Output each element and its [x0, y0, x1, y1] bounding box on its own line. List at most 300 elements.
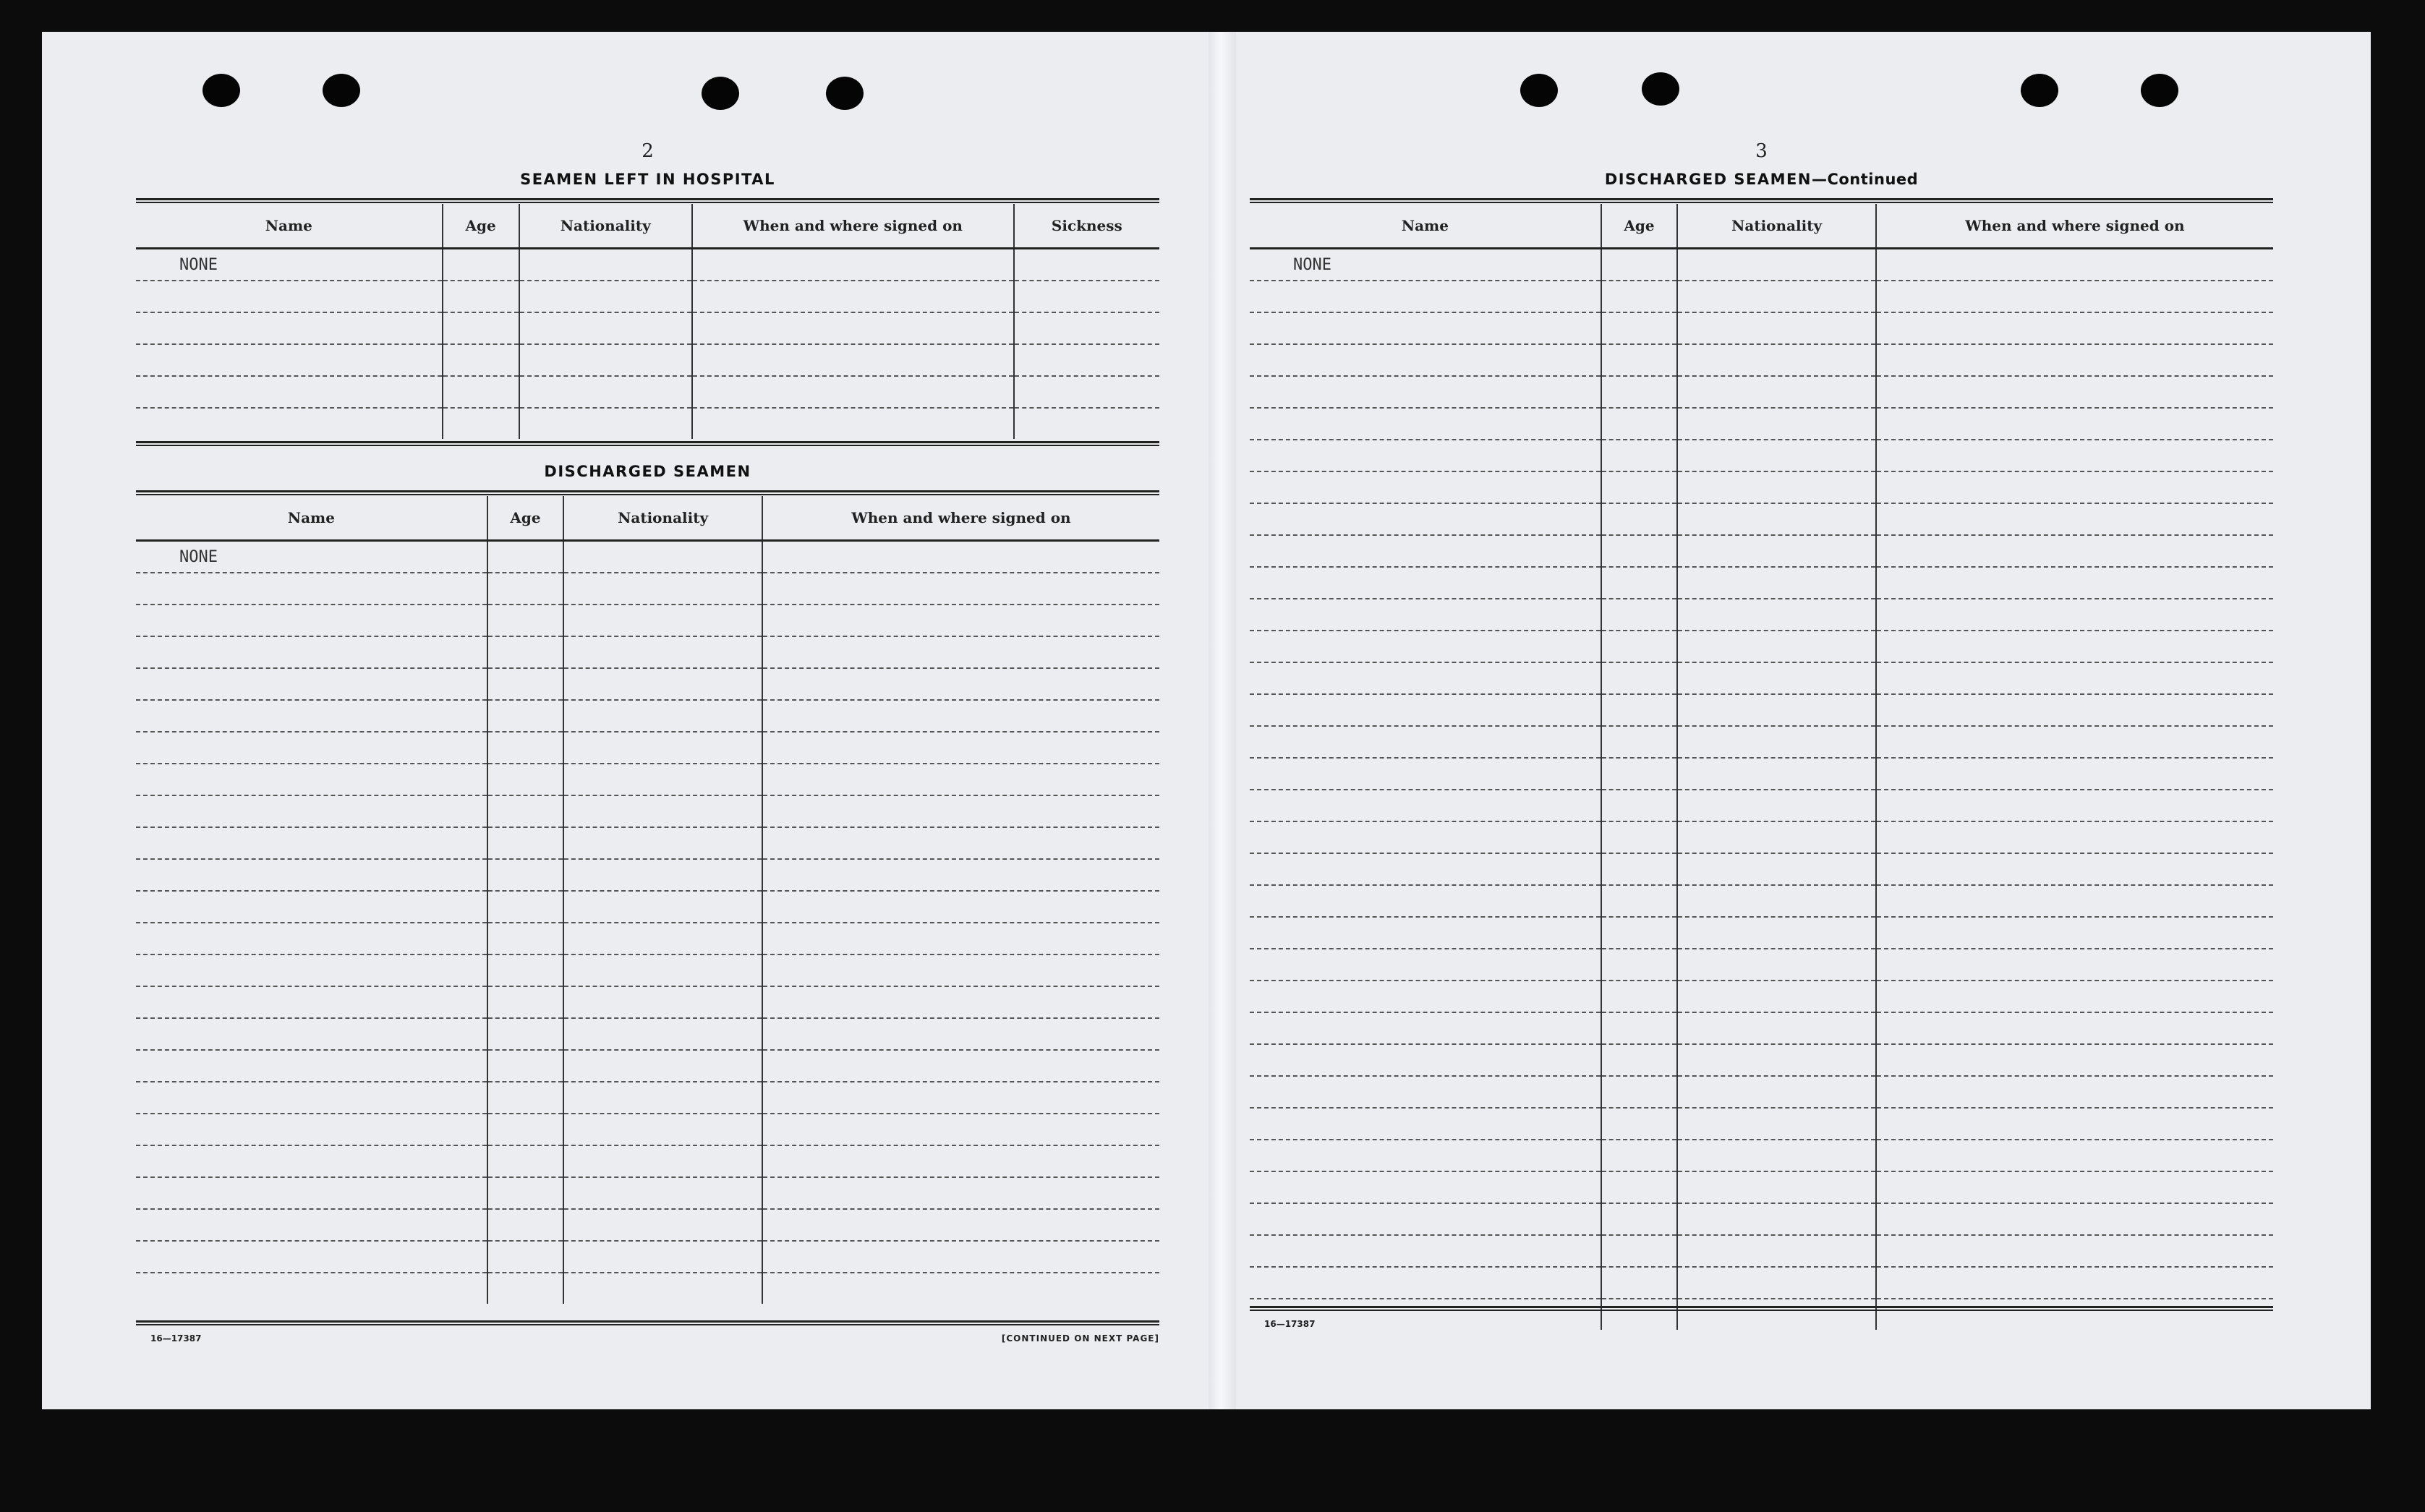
- table-cell: [1601, 503, 1678, 535]
- entry-none: NONE: [136, 249, 443, 281]
- table-row: [136, 764, 1159, 795]
- column-header-signed-on: When and where signed on: [762, 496, 1159, 541]
- table-cell: [1876, 376, 2273, 408]
- table-row: [136, 1082, 1159, 1114]
- table-cell: [487, 636, 564, 668]
- discharged-section-title: DISCHARGED SEAMEN: [544, 463, 751, 480]
- table-cell: [1601, 1108, 1678, 1140]
- table-cell: [1601, 599, 1678, 631]
- table-cell: [136, 376, 443, 408]
- table-cell: [1677, 471, 1876, 503]
- table-cell: [762, 859, 1159, 891]
- table-cell: [487, 573, 564, 605]
- table-cell: [1677, 631, 1876, 662]
- table-cell: [1876, 1044, 2273, 1076]
- table-row: [136, 376, 1159, 408]
- table-cell: [443, 281, 519, 312]
- table-cell: [1250, 376, 1601, 408]
- table-row: [1250, 1076, 2273, 1108]
- table-cell: [762, 668, 1159, 700]
- table-cell: [1876, 281, 2273, 312]
- divider-rule: [136, 441, 1159, 446]
- table-cell: [1876, 853, 2273, 885]
- table-cell: [487, 541, 564, 573]
- table-cell: [563, 636, 762, 668]
- table-row: [136, 541, 1159, 573]
- divider-rule: [136, 490, 1159, 495]
- table-cell: [487, 1018, 564, 1050]
- table-cell: [1601, 281, 1678, 312]
- table-cell: [487, 827, 564, 859]
- table-cell: [1677, 853, 1876, 885]
- table-cell: [487, 795, 564, 827]
- table-row: [1250, 408, 2273, 440]
- table-row: [1250, 726, 2273, 758]
- table-cell: [1677, 1108, 1876, 1140]
- table-cell: [1250, 1044, 1601, 1076]
- table-cell: [1250, 344, 1601, 376]
- table-cell: [1677, 1171, 1876, 1203]
- table-cell: [1601, 471, 1678, 503]
- table-cell: [1250, 408, 1601, 440]
- table-cell: [1601, 981, 1678, 1012]
- table-cell: [1876, 1267, 2273, 1299]
- table-cell: [1677, 376, 1876, 408]
- table-cell: [519, 312, 692, 344]
- table-cell: [136, 1145, 487, 1177]
- table-cell: [1876, 1235, 2273, 1267]
- table-cell: [136, 1177, 487, 1209]
- table-cell: [1876, 885, 2273, 917]
- table-cell: [1250, 1171, 1601, 1203]
- table-cell: [1250, 471, 1601, 503]
- table-cell: [1601, 885, 1678, 917]
- table-row: [136, 954, 1159, 986]
- table-cell: [519, 281, 692, 312]
- table-row: [1250, 471, 2273, 503]
- table-row: [1250, 344, 2273, 376]
- table-cell: [1677, 249, 1876, 281]
- table-row: [136, 827, 1159, 859]
- table-cell: [136, 1082, 487, 1114]
- table-cell: [136, 827, 487, 859]
- table-cell: [762, 891, 1159, 923]
- table-cell: [1876, 1171, 2273, 1203]
- table-cell: [1677, 694, 1876, 726]
- table-row: [1250, 758, 2273, 790]
- column-header-sickness: Sickness: [1014, 204, 1159, 249]
- column-header-name: Name: [1250, 204, 1601, 249]
- table-row: [136, 1050, 1159, 1082]
- table-cell: [136, 668, 487, 700]
- table-cell: [1250, 885, 1601, 917]
- table-row: [136, 636, 1159, 668]
- table-cell: [762, 764, 1159, 795]
- table-cell: [762, 636, 1159, 668]
- form-number: 16—17387: [1264, 1319, 1316, 1329]
- table-cell: [1601, 567, 1678, 599]
- discharged-table: [136, 496, 1159, 1304]
- table-row: [136, 891, 1159, 923]
- table-cell: [1876, 917, 2273, 949]
- table-cell: [1601, 249, 1678, 281]
- table-cell: [762, 923, 1159, 954]
- table-cell: [1250, 981, 1601, 1012]
- table-cell: [1876, 567, 2273, 599]
- column-header-age: Age: [1601, 204, 1678, 249]
- table-row: [1250, 1012, 2273, 1044]
- table-cell: [1876, 631, 2273, 662]
- table-cell: [1677, 440, 1876, 471]
- table-cell: [519, 376, 692, 408]
- table-cell: [563, 700, 762, 732]
- table-cell: [1677, 344, 1876, 376]
- table-cell: [1677, 1076, 1876, 1108]
- table-cell: [443, 376, 519, 408]
- table-row: [1250, 1299, 2273, 1330]
- table-cell: [1876, 726, 2273, 758]
- table-cell: [1601, 726, 1678, 758]
- table-cell: [1876, 1076, 2273, 1108]
- table-cell: [1250, 853, 1601, 885]
- table-cell: [563, 764, 762, 795]
- table-cell: [1876, 535, 2273, 567]
- divider-rule: [1250, 198, 2273, 203]
- table-row: [136, 923, 1159, 954]
- table-cell: [1677, 949, 1876, 981]
- table-cell: [1601, 694, 1678, 726]
- table-cell: [1601, 853, 1678, 885]
- table-cell: [1250, 567, 1601, 599]
- table-cell: [762, 986, 1159, 1018]
- table-cell: [692, 408, 1014, 439]
- table-cell: [1677, 312, 1876, 344]
- table-cell: [1250, 821, 1601, 853]
- table-cell: [1876, 440, 2273, 471]
- table-cell: [487, 1177, 564, 1209]
- table-cell: [136, 1209, 487, 1241]
- table-cell: [1601, 376, 1678, 408]
- table-cell: [1876, 471, 2273, 503]
- table-row: [136, 859, 1159, 891]
- table-row: [136, 605, 1159, 636]
- table-cell: [136, 281, 443, 312]
- table-cell: [762, 954, 1159, 986]
- table-row: [1250, 981, 2273, 1012]
- table-cell: [1876, 821, 2273, 853]
- right-page: [1250, 32, 2273, 1377]
- table-cell: [1250, 1012, 1601, 1044]
- table-cell: [563, 986, 762, 1018]
- entry-none: NONE: [136, 541, 487, 573]
- table-cell: [563, 891, 762, 923]
- column-header-nationality: Nationality: [1677, 204, 1876, 249]
- table-cell: [136, 408, 443, 439]
- column-header-nationality: Nationality: [519, 204, 692, 249]
- table-cell: [1250, 1108, 1601, 1140]
- table-cell: [136, 954, 487, 986]
- table-cell: [1677, 726, 1876, 758]
- table-cell: [136, 795, 487, 827]
- table-cell: [1601, 758, 1678, 790]
- table-cell: [563, 1241, 762, 1273]
- table-cell: [1250, 1076, 1601, 1108]
- table-cell: [563, 668, 762, 700]
- table-cell: [1014, 376, 1159, 408]
- table-cell: [1876, 1108, 2273, 1140]
- table-row: [136, 249, 1159, 281]
- table-row: [1250, 949, 2273, 981]
- table-cell: [1250, 1235, 1601, 1267]
- divider-rule: [136, 1320, 1159, 1325]
- table-cell: [1677, 885, 1876, 917]
- table-cell: [1250, 535, 1601, 567]
- title-continued: —Continued: [1811, 171, 1919, 188]
- table-cell: [563, 573, 762, 605]
- table-row: [1250, 312, 2273, 344]
- table-row: [136, 408, 1159, 439]
- table-cell: [1876, 1203, 2273, 1235]
- table-cell: [762, 1082, 1159, 1114]
- table-cell: [1250, 631, 1601, 662]
- table-cell: [1677, 917, 1876, 949]
- table-cell: [762, 1241, 1159, 1273]
- table-row: [1250, 440, 2273, 471]
- divider-rule: [1250, 1306, 2273, 1311]
- table-cell: [1601, 1267, 1678, 1299]
- table-cell: [136, 573, 487, 605]
- table-cell: [563, 859, 762, 891]
- table-cell: [1601, 1235, 1678, 1267]
- table-cell: [1677, 662, 1876, 694]
- table-cell: [563, 732, 762, 764]
- table-cell: [1250, 440, 1601, 471]
- table-cell: [563, 605, 762, 636]
- table-row: [136, 573, 1159, 605]
- table-row: [1250, 1267, 2273, 1299]
- table-cell: [1014, 408, 1159, 439]
- entry-none: NONE: [1250, 249, 1601, 281]
- table-cell: [487, 1050, 564, 1082]
- table-row: [1250, 535, 2273, 567]
- table-cell: [1014, 249, 1159, 281]
- table-cell: [136, 344, 443, 376]
- table-cell: [563, 1082, 762, 1114]
- table-cell: [762, 700, 1159, 732]
- table-cell: [1876, 694, 2273, 726]
- table-cell: [136, 859, 487, 891]
- table-cell: [487, 1241, 564, 1273]
- table-cell: [136, 1018, 487, 1050]
- table-cell: [692, 312, 1014, 344]
- table-cell: [1677, 1267, 1876, 1299]
- table-row: [136, 1177, 1159, 1209]
- table-cell: [1876, 599, 2273, 631]
- table-cell: [1876, 408, 2273, 440]
- table-cell: [1876, 662, 2273, 694]
- table-cell: [487, 1082, 564, 1114]
- table-cell: [1677, 758, 1876, 790]
- table-cell: [563, 1177, 762, 1209]
- table-cell: [443, 344, 519, 376]
- table-cell: [563, 954, 762, 986]
- table-cell: [1677, 535, 1876, 567]
- table-cell: [443, 249, 519, 281]
- table-cell: [762, 541, 1159, 573]
- table-row: [1250, 694, 2273, 726]
- table-cell: [1677, 1044, 1876, 1076]
- table-cell: [1876, 949, 2273, 981]
- table-row: [136, 1114, 1159, 1145]
- table-cell: [563, 1273, 762, 1304]
- table-row: [1250, 1203, 2273, 1235]
- table-cell: [1601, 535, 1678, 567]
- table-cell: [136, 312, 443, 344]
- table-cell: [136, 1241, 487, 1273]
- column-header-name: Name: [136, 496, 487, 541]
- table-cell: [762, 1177, 1159, 1209]
- page-fold: [1209, 32, 1236, 1409]
- hospital-table: [136, 204, 1159, 439]
- left-page: [136, 32, 1159, 1377]
- table-cell: [1601, 662, 1678, 694]
- table-row: [1250, 1044, 2273, 1076]
- table-cell: [487, 986, 564, 1018]
- table-row: [136, 1273, 1159, 1304]
- table-cell: [563, 923, 762, 954]
- table-cell: [563, 827, 762, 859]
- table-row: [1250, 885, 2273, 917]
- table-row: [1250, 249, 2273, 281]
- table-cell: [487, 668, 564, 700]
- table-cell: [1601, 312, 1678, 344]
- table-cell: [762, 1114, 1159, 1145]
- table-cell: [1014, 344, 1159, 376]
- table-cell: [487, 700, 564, 732]
- table-row: [136, 700, 1159, 732]
- table-cell: [136, 732, 487, 764]
- table-row: [1250, 1235, 2273, 1267]
- table-cell: [563, 1018, 762, 1050]
- table-cell: [1601, 631, 1678, 662]
- table-row: [1250, 821, 2273, 853]
- table-cell: [1250, 312, 1601, 344]
- ledger-sheet: [42, 32, 2371, 1409]
- table-cell: [762, 1050, 1159, 1082]
- table-cell: [563, 795, 762, 827]
- table-cell: [1876, 758, 2273, 790]
- table-cell: [136, 764, 487, 795]
- table-cell: [563, 1209, 762, 1241]
- table-cell: [1876, 1140, 2273, 1171]
- table-cell: [1250, 917, 1601, 949]
- table-row: [1250, 631, 2273, 662]
- table-cell: [519, 249, 692, 281]
- table-cell: [762, 1209, 1159, 1241]
- table-cell: [1601, 344, 1678, 376]
- table-cell: [487, 764, 564, 795]
- table-cell: [762, 1018, 1159, 1050]
- table-cell: [1601, 1203, 1678, 1235]
- table-cell: [1677, 281, 1876, 312]
- table-cell: [487, 1145, 564, 1177]
- table-row: [1250, 1171, 2273, 1203]
- table-cell: [136, 923, 487, 954]
- table-cell: [1601, 1299, 1678, 1330]
- table-cell: [1677, 1012, 1876, 1044]
- title-main: DISCHARGED SEAMEN: [1604, 171, 1812, 188]
- table-cell: [519, 408, 692, 439]
- table-cell: [1014, 312, 1159, 344]
- table-cell: [136, 1273, 487, 1304]
- table-cell: [762, 605, 1159, 636]
- hospital-section-title: SEAMEN LEFT IN HOSPITAL: [520, 171, 775, 188]
- table-cell: [487, 954, 564, 986]
- table-cell: [1601, 440, 1678, 471]
- table-row: [1250, 853, 2273, 885]
- table-row: [1250, 503, 2273, 535]
- table-cell: [519, 344, 692, 376]
- table-row: [1250, 281, 2273, 312]
- table-row: [136, 668, 1159, 700]
- divider-rule: [136, 198, 1159, 203]
- table-cell: [487, 859, 564, 891]
- table-cell: [1250, 1267, 1601, 1299]
- table-cell: [1601, 790, 1678, 821]
- table-cell: [487, 891, 564, 923]
- table-row: [136, 795, 1159, 827]
- table-row: [136, 1241, 1159, 1273]
- table-cell: [1677, 1140, 1876, 1171]
- column-header-name: Name: [136, 204, 443, 249]
- table-cell: [762, 1145, 1159, 1177]
- table-cell: [487, 605, 564, 636]
- table-cell: [1601, 1076, 1678, 1108]
- continued-note: [CONTINUED ON NEXT PAGE]: [1001, 1333, 1159, 1344]
- table-cell: [762, 795, 1159, 827]
- table-cell: [1250, 726, 1601, 758]
- table-cell: [1014, 281, 1159, 312]
- table-row: [136, 732, 1159, 764]
- form-number: 16—17387: [150, 1333, 202, 1344]
- table-cell: [136, 636, 487, 668]
- table-cell: [443, 408, 519, 439]
- table-cell: [1250, 1203, 1601, 1235]
- table-cell: [1601, 408, 1678, 440]
- table-cell: [1601, 1044, 1678, 1076]
- table-cell: [487, 1114, 564, 1145]
- table-cell: [1876, 981, 2273, 1012]
- table-cell: [692, 344, 1014, 376]
- table-cell: [563, 1145, 762, 1177]
- table-cell: [1250, 758, 1601, 790]
- table-row: [1250, 790, 2273, 821]
- table-row: [1250, 599, 2273, 631]
- table-cell: [1876, 503, 2273, 535]
- table-cell: [1677, 1235, 1876, 1267]
- table-row: [136, 1209, 1159, 1241]
- table-cell: [1250, 599, 1601, 631]
- table-cell: [1677, 408, 1876, 440]
- table-cell: [1601, 917, 1678, 949]
- table-row: [136, 344, 1159, 376]
- table-row: [136, 986, 1159, 1018]
- table-cell: [1677, 790, 1876, 821]
- table-cell: [1601, 1171, 1678, 1203]
- table-cell: [1601, 949, 1678, 981]
- table-cell: [762, 732, 1159, 764]
- table-cell: [1601, 1012, 1678, 1044]
